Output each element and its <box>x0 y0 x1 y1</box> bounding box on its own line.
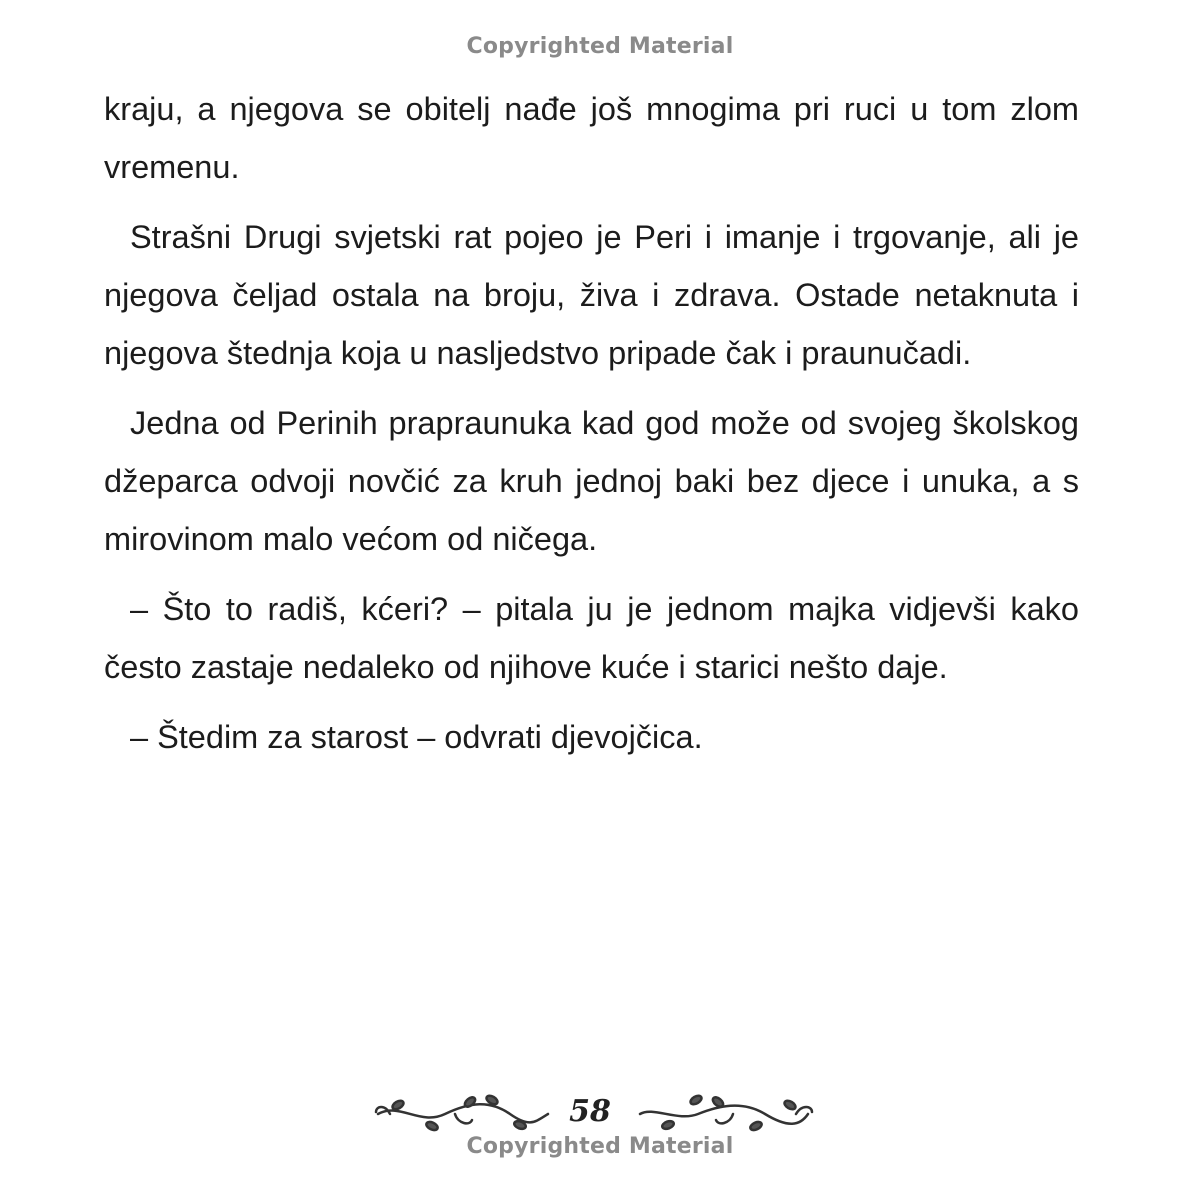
right-vine-icon <box>640 1094 812 1132</box>
page-body <box>104 80 1079 766</box>
watermark-bottom: Copyrighted Material <box>466 1134 734 1159</box>
left-vine-icon <box>376 1094 548 1132</box>
paragraph-5: – Štedim za starost – odvrati djevojčica. <box>130 719 703 755</box>
paragraph-3: Jedna od Perinih prapraunuka kad god može od svojeg školskog džeparca odvoji novčić za kruh jednoj baki bez djece i unuka, a s mirovinom malo većom od ničega. <box>104 405 1079 557</box>
page-number: 58 <box>569 1094 611 1129</box>
paragraph-1: kraju, a njegova se obitelj nađe još mnogima pri ruci u tom zlom vremenu. <box>104 91 1079 185</box>
paragraph-2: Strašni Drugi svjetski rat pojeo je Peri i imanje i trgovanje, ali je njegova čeljad ostala na broju, živa i zdrava. Ostade netaknuta i njegova štednja koja u nasljedstvo pripade čak i praunučadi. <box>104 219 1079 371</box>
paragraph-4: – Što to radiš, kćeri? – pitala ju je jednom majka vidjevši kako često zastaje nedaleko od njihove kuće i starici nešto daje. <box>104 591 1079 685</box>
watermark-top: Copyrighted Material <box>466 34 734 59</box>
